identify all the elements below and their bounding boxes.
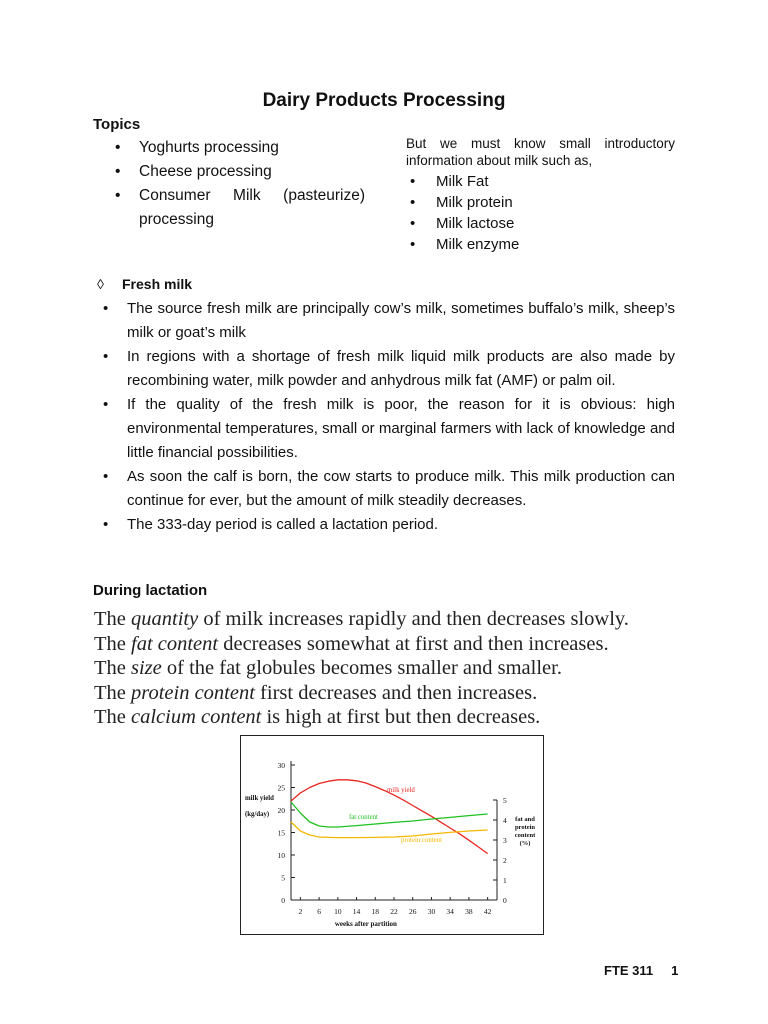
series-label: fat content [349, 814, 378, 821]
lactation-chart-svg [241, 736, 543, 934]
y-left-tick-label: 20 [277, 806, 285, 815]
lactation-chart [240, 735, 544, 935]
y-right-tick-label: 0 [503, 896, 507, 905]
y-right-tick-label: 1 [503, 876, 507, 885]
lactation-line: The protein content first decreases and then increases. [94, 681, 538, 704]
y-left-tick-label: 30 [277, 761, 285, 770]
intro-text: But we must know small introductory information about milk such as, [406, 136, 675, 168]
list-item: • Cheese processing [115, 160, 365, 184]
x-axis-label: weeks after partition [334, 920, 397, 928]
milk-info-list [410, 171, 519, 255]
lactation-line: The calcium content is high at first but then decreases. [94, 706, 541, 728]
course-code: FTE 311 [604, 963, 654, 978]
page-footer [604, 963, 678, 978]
series-line-protein-content [291, 822, 488, 838]
list-item: • If the quality of the fresh milk is poor, the reason for it is obvious: high environmental temperatures, small or marginal farmers with lack of knowledge and little financial possibilities. [103, 393, 675, 465]
topics-heading: Topics [93, 116, 141, 133]
x-tick-label: 22 [390, 907, 398, 916]
x-tick-label: 26 [408, 907, 417, 916]
list-item: • Milk enzyme [410, 234, 519, 255]
list-item: • Consumer Milk (pasteurize) processing [115, 184, 365, 232]
x-tick-label: 6 [317, 907, 321, 916]
y-right-tick-label: 5 [503, 796, 507, 805]
list-item: • Milk Fat [410, 171, 519, 192]
series-label: protein content [401, 837, 442, 844]
y-left-tick-label: 5 [281, 873, 285, 883]
y-left-tick-label: 25 [277, 783, 285, 793]
page-title: Dairy Products Processing [262, 90, 506, 111]
y-right-tick-label: 2 [503, 856, 507, 865]
list-item: • The source fresh milk are principally cow’s milk, sometimes buffalo’s milk, sheep’s milk or goat’s milk [103, 297, 675, 345]
series-line-fat-content [291, 802, 488, 827]
x-tick-label: 30 [427, 907, 436, 916]
y-right-axis-label: content [514, 832, 536, 839]
x-tick-label: 38 [465, 907, 473, 916]
y-left-tick-label: 0 [281, 896, 285, 905]
list-item: • Milk protein [410, 192, 519, 213]
x-tick-label: 18 [371, 907, 380, 916]
lactation-line: The quantity of milk increases rapidly and then decreases slowly. [94, 608, 629, 630]
y-left-tick-label: 15 [277, 828, 285, 838]
x-tick-label: 14 [352, 907, 361, 916]
lactation-statements [94, 607, 629, 730]
y-left-axis-label: (kg/day) [245, 811, 270, 818]
list-item: • As soon the calf is born, the cow starts to produce milk. This milk production can continue for ever, but the amount of milk steadily decreases. [103, 465, 675, 513]
x-tick-label: 42 [483, 907, 492, 916]
series-label: milk yield [387, 787, 415, 794]
lactation-heading: During lactation [93, 582, 208, 599]
list-item: • In regions with a shortage of fresh milk liquid milk products are also made by recombining water, milk powder and anhydrous milk fat (AMF) or palm oil. [103, 345, 675, 393]
lactation-line: The size of the fat globules becomes smaller and smaller. [94, 657, 562, 679]
y-left-axis-label: milk yield [245, 795, 274, 802]
y-right-axis-label: fat and [515, 816, 535, 823]
y-right-tick-label: 4 [503, 816, 507, 825]
fresh-milk-heading [97, 276, 192, 292]
y-right-tick-label: 3 [503, 836, 507, 845]
y-right-axis-label: protein [514, 824, 536, 831]
x-tick-label: 34 [446, 907, 454, 916]
lactation-line: The fat content decreases somewhat at first and then increases. [94, 632, 609, 655]
list-item: • The 333-day period is called a lactation period. [103, 513, 675, 537]
fresh-milk-heading-label: Fresh milk [122, 276, 193, 292]
y-left-tick-label: 10 [277, 851, 285, 860]
fresh-milk-list [103, 297, 675, 537]
x-tick-label: 10 [334, 907, 342, 916]
y-right-axis-label: (%) [519, 840, 531, 847]
page-number: 1 [671, 963, 679, 978]
topics-list [115, 136, 365, 232]
x-tick-label: 2 [298, 907, 303, 916]
list-item: • Yoghurts processing [115, 136, 365, 160]
diamond-bullet-icon: ◊ [97, 276, 104, 292]
list-item: • Milk lactose [410, 213, 519, 234]
